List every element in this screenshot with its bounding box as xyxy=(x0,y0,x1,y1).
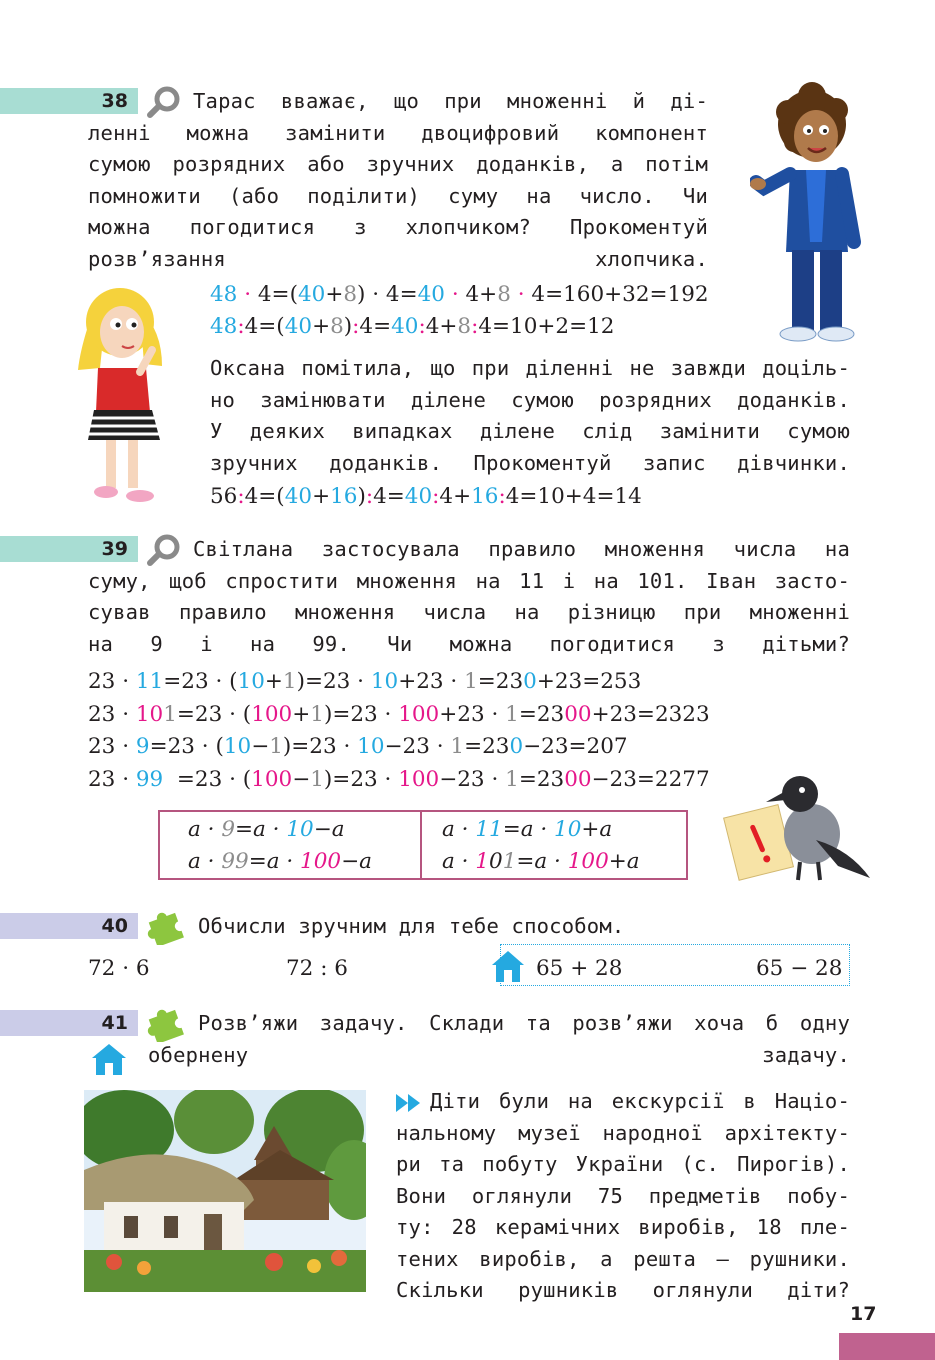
problem-line-6: тених виробів, а решта — рушники. xyxy=(396,1246,850,1271)
problem-line-5: ту: 28 керамічних виробів, 18 пле- xyxy=(396,1215,850,1239)
task-38-line-5: можна погодитися з хлопчиком? Прокоментуй xyxy=(88,215,708,239)
home-icon xyxy=(90,1042,128,1076)
problem-line-2: нальному музеї народної архітекту- xyxy=(396,1120,850,1145)
problem-line-3: ри та побуту України (с. Пирогів). xyxy=(396,1152,850,1176)
rule-2: a · 99=a · 100−a xyxy=(188,849,372,874)
rule-3: a · 11=a · 10+a xyxy=(442,817,613,842)
rule-1: a · 9=a · 10−a xyxy=(188,817,345,842)
problem-line-7: Скільки рушників оглянули діти? xyxy=(396,1278,850,1302)
page-number: 17 xyxy=(850,1303,877,1325)
exercise-4: 65 − 28 xyxy=(756,956,843,981)
task-38-number: 38 xyxy=(101,90,128,112)
task-39-line-2: суму, щоб спростити множення на 11 і на 101. Іван засто- xyxy=(88,568,850,593)
problem-line-1: Діти були на екскурсії в Націо- xyxy=(430,1089,850,1113)
task-39-text xyxy=(88,534,850,660)
task-40-text: Обчисли зручним для тебе способом. xyxy=(198,914,625,938)
exercise-2: 72 : 6 xyxy=(286,956,348,981)
task-39-line-4: на 9 і на 99. Чи можна погодитися з дітьми? xyxy=(88,631,850,656)
museum-photo xyxy=(84,1090,366,1292)
task-40-number: 40 xyxy=(101,915,128,937)
girl-text-line-3: У деяких випадках ділене слід замінити сумою xyxy=(210,419,850,443)
task-38-equation-3: 56:4=(40+16):4=40:4+16:4=10+4=14 xyxy=(210,484,642,509)
task-41-line-1: Розв’яжи задачу. Склади та розв’яжи хоча б одну xyxy=(198,1011,850,1035)
task-38-line-6: розв’язання хлопчика. xyxy=(88,246,708,271)
page-tab xyxy=(839,1333,935,1360)
task-38-line-3: сумою розрядних або зручних доданків, а потім xyxy=(88,152,708,176)
task-38-girl-text xyxy=(210,353,850,479)
task-39-equation-3: 23 · 9=23 · (10−1)=23 · 10−23 · 1=230−23=207 xyxy=(88,734,628,759)
exercise-3: 65 + 28 xyxy=(536,956,623,981)
girl-illustration xyxy=(70,280,178,512)
problem-line-4: Вони оглянули 75 предметів побу- xyxy=(396,1183,850,1208)
rule-box-divider xyxy=(420,810,422,880)
task-39-equation-1: 23 · 11=23 · (10+1)=23 · 10+23 · 1=230+23=253 xyxy=(88,669,642,694)
task-38-line-2: ленні можна замінити двоцифровий компонент xyxy=(88,120,708,145)
task-41-text xyxy=(148,1008,850,1071)
task-39-line-1: Світлана застосувала правило множення числа на xyxy=(193,537,850,561)
exercise-1: 72 · 6 xyxy=(88,956,150,981)
task-39-line-3: сував правило множення числа на різницю при множенні xyxy=(88,600,850,624)
task-38-line-1: Тарас вважає, що при множенні й ді- xyxy=(193,89,708,113)
task-38-equation-1: 48 · 4=(40+8) · 4=40 · 4+8 · 4=160+32=192 xyxy=(210,282,709,307)
girl-text-line-1: Оксана помітила, що при діленні не завжди доціль- xyxy=(210,356,850,380)
task-38-text xyxy=(88,86,708,275)
rule-4: a · 101=a · 100+a xyxy=(442,849,640,874)
task-39-number: 39 xyxy=(101,538,128,560)
task-41-problem xyxy=(396,1086,850,1307)
crow-illustration xyxy=(720,770,880,890)
task-41-line-2: обернену задачу. xyxy=(148,1042,850,1067)
task-38-line-4: помножити (або поділити) суму на число. Чи xyxy=(88,183,708,208)
girl-text-line-4: зручних доданків. Прокоментуй запис дівчинки. xyxy=(210,450,850,475)
task-39-equation-4: 23 · 99 =23 · (100−1)=23 · 100−23 · 1=2300−23=2277 xyxy=(88,767,710,792)
task-39-equation-2: 23 · 101=23 · (100+1)=23 · 100+23 · 1=2300+23=2323 xyxy=(88,702,710,727)
task-41-number: 41 xyxy=(101,1012,128,1034)
boy-illustration xyxy=(750,82,870,344)
home-icon xyxy=(490,949,526,983)
girl-text-line-2: но замінювати ділене сумою розрядних доданків. xyxy=(210,387,850,412)
puzzle-icon xyxy=(146,905,186,945)
task-38-equation-2: 48:4=(40+8):4=40:4+8:4=10+2=12 xyxy=(210,314,615,339)
